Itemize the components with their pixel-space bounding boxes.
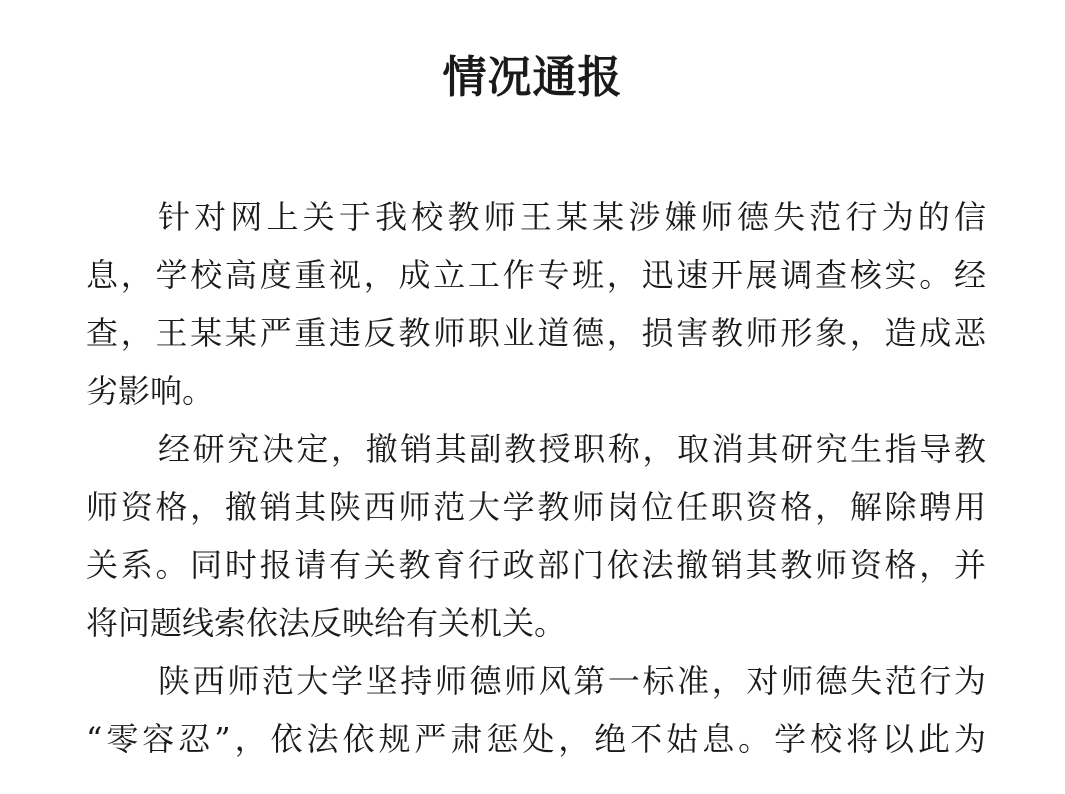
paragraph-line: 关系。同时报请有关教育行政部门依法撤销其教师资格，并 xyxy=(86,546,986,584)
paragraph-line: 息，学校高度重视，成立工作专班，迅速开展调查核实。经 xyxy=(86,256,986,294)
paragraph-1 xyxy=(86,188,986,420)
paragraph-line: 经研究决定，撤销其副教授职称，取消其研究生指导教 xyxy=(158,430,986,468)
document-title: 情况通报 xyxy=(442,52,623,103)
paragraph-line: “零容忍”，依法依规严肃惩处，绝不姑息。学校将以此为 xyxy=(86,720,986,758)
paragraph-line: 将问题线索依法反映给有关机关。 xyxy=(86,604,567,642)
paragraph-line: 师资格，撤销其陕西师范大学教师岗位任职资格，解除聘用 xyxy=(86,488,986,526)
paragraph-line: 针对网上关于我校教师王某某涉嫌师德失范行为的信 xyxy=(158,198,986,236)
paragraph-line: 查，王某某严重违反教师职业道德，损害教师形象，造成恶 xyxy=(86,314,986,352)
paragraph-3 xyxy=(86,652,986,768)
paragraph-line: 陕西师范大学坚持师德师风第一标准，对师德失范行为 xyxy=(158,662,986,700)
document-body xyxy=(86,188,986,768)
paragraph-line: 劣影响。 xyxy=(86,372,215,410)
paragraph-2 xyxy=(86,420,986,652)
